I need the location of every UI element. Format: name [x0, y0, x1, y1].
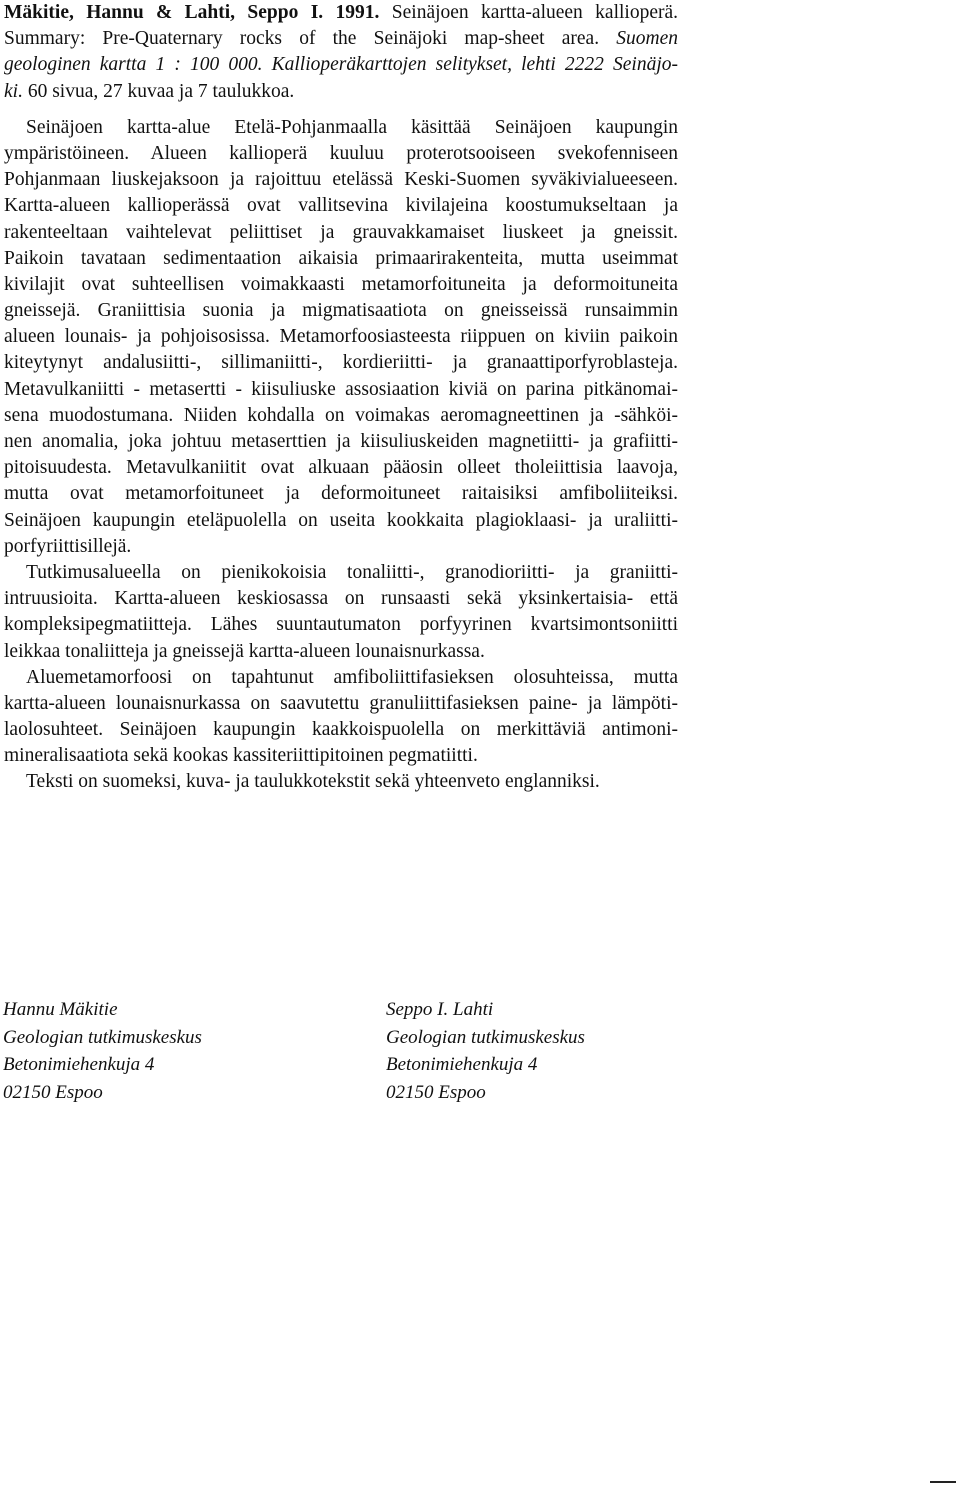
author-address-2: [386, 996, 585, 1106]
address-street: Betonimiehenkuja 4: [386, 1054, 538, 1075]
body-text-line: Kartta-alueen kallioperässä ovat vallitsevina kivilajeina koostumukseltaan ja: [4, 195, 678, 217]
address-city: 02150 Espoo: [386, 1081, 486, 1103]
document-page: [4, 0, 678, 796]
body-text-line: rakenteeltaan vaihtelevat peliittiset ja grauvakkamaiset liuskeet ja gneissit.: [4, 221, 678, 243]
citation-authors: Mäkitie, Hannu & Lahti, Seppo I. 1991.: [4, 2, 380, 23]
citation-series-c: ki.: [4, 80, 23, 102]
body-text-line: Paikoin tavataan sedimentaation aikaisia primaarirakenteita, mutta useimmat: [4, 247, 678, 269]
citation-line-1: [4, 0, 678, 26]
address-institution: Geologian tutkimuskeskus: [386, 1026, 585, 1048]
body-text-line: Seinäjoen kaupungin eteläpuolella on useita kookkaita plagioklaasi- ja uraliitti-: [4, 509, 678, 531]
citation-line-4: [4, 79, 678, 105]
body-text-line: kompleksipegmatiitteja. Lähes suuntautumaton porfyyrinen kvartsimontsoniitti: [4, 614, 678, 636]
body-text-line: gneissejä. Graniittisia suonia ja migmatisaatiota on gneisseissä runsaimmin: [4, 300, 678, 322]
body-text-line: kivilajit ovat suhteellisen voimakkaasti metamorfoituneita ja deformoituneita: [4, 273, 678, 295]
body-text-line: mineralisaatiota sekä kookas kassiteriittipitoinen pegmatiitti.: [4, 745, 478, 767]
body-text-line: Metavulkaniitti - metasertti - kiisuliuske assosiaation kiviä on parina pitkänomai-: [4, 378, 678, 400]
abstract-body: [4, 115, 678, 796]
author-address-1: [3, 996, 202, 1106]
body-text-line: leikkaa tonaliitteja ja gneissejä kartta-alueen lounaisnurkassa.: [4, 640, 485, 662]
citation-line-3: [4, 52, 678, 78]
body-text-line: porfyriittisillejä.: [4, 535, 132, 557]
citation-series-a: Suomen: [616, 28, 678, 50]
body-text-line: Aluemetamorfoosi on tapahtunut amfiboliittifasieksen olosuhteissa, mutta: [26, 666, 678, 688]
page-corner-mark: [930, 1481, 956, 1483]
body-text-line: sena muodostumana. Niiden kohdalla on voimakas aeromagneettinen ja -sähköi-: [4, 404, 678, 426]
citation-summary: Summary: Pre-Quaternary rocks of the Seinäjoki map-sheet area.: [4, 28, 600, 50]
body-text-line: ympäristöineen. Alueen kallioperä kuuluu proterotsooiseen svekofenniseen: [4, 142, 678, 164]
body-text-line: nen anomalia, joka johtuu metaserttien ja kiisuliuskeiden magnetiitti- ja grafiitti-: [4, 431, 678, 452]
body-text-line: kartta-alueen lounaisnurkassa on saavutettu granuliittifasieksen paine- ja lämpöti-: [4, 692, 678, 714]
body-text-line: Teksti on suomeksi, kuva- ja taulukkotekstit sekä yhteenveto englanniksi.: [26, 771, 600, 793]
citation-block: [4, 0, 678, 105]
citation-title: Seinäjoen kartta-alueen kallioperä.: [391, 2, 679, 23]
body-text-line: pitoisuudesta. Metavulkaniitit ovat alkuaan pääosin olleet tholeiittisia laavoja,: [4, 457, 678, 479]
spacer: [4, 105, 678, 115]
body-text-line: Tutkimusalueella on pienikokoisia tonaliitti-, granodioriitti- ja graniitti-: [26, 561, 678, 583]
citation-extent: 60 sivua, 27 kuvaa ja 7 taulukkoa.: [27, 80, 295, 102]
address-street: Betonimiehenkuja 4: [3, 1054, 155, 1075]
body-text-line: laolosuhteet. Seinäjoen kaupungin kaakkoispuolella on merkittäviä antimoni-: [4, 719, 678, 741]
address-city: 02150 Espoo: [3, 1081, 103, 1103]
body-text-line: Pohjanmaan liuskejaksoon ja rajoittuu etelässä Keski-Suomen syväkivialueeseen.: [4, 169, 678, 191]
citation-line-2: [4, 26, 678, 52]
body-text-line: alueen lounais- ja pohjoisosissa. Metamorfoosiasteesta riippuen on kiviin paikoin: [4, 326, 678, 348]
address-institution: Geologian tutkimuskeskus: [3, 1026, 202, 1048]
body-text-line: Seinäjoen kartta-alue Etelä-Pohjanmaalla käsittää Seinäjoen kaupungin: [26, 116, 678, 138]
address-name: Seppo I. Lahti: [386, 999, 494, 1020]
body-text-line: kiteytynyt andalusiitti-, sillimaniitti-, kordieriitti- ja granaattiporfyroblasteja.: [4, 352, 678, 374]
citation-series-b: geologinen kartta 1 : 100 000. Kallioperäkarttojen selitykset, lehti 2222 Seinäjo-: [4, 54, 678, 76]
body-text-line: mutta ovat metamorfoituneet ja deformoituneet raitaisiksi amfiboliiteiksi.: [4, 483, 678, 505]
body-text-line: intruusioita. Kartta-alueen keskiosassa on runsaasti sekä yksinkertaisia- että: [4, 588, 678, 610]
address-name: Hannu Mäkitie: [3, 999, 118, 1020]
